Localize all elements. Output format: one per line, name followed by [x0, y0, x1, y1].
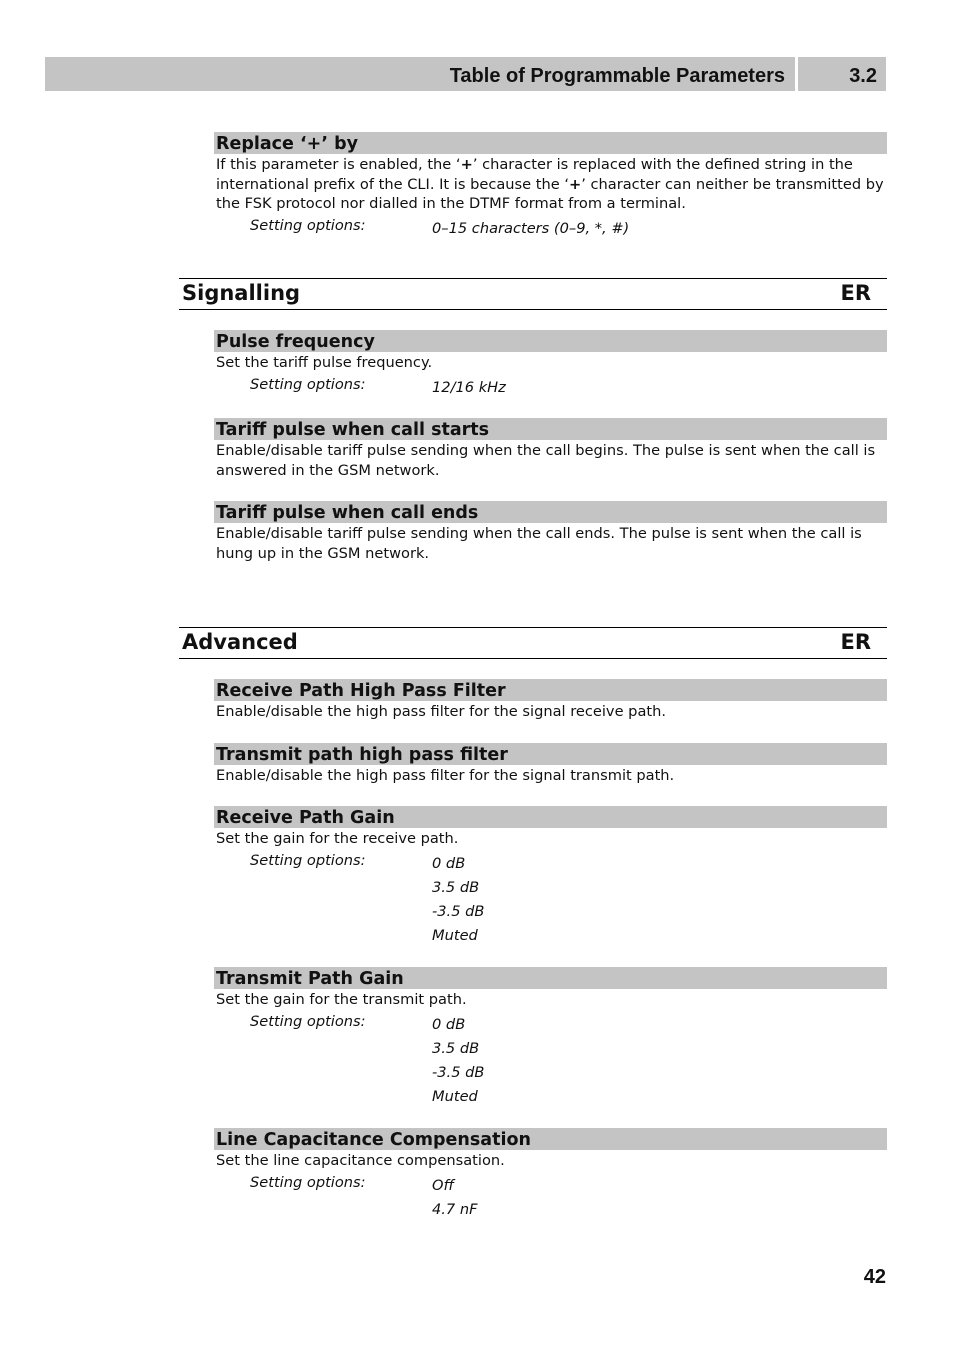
- setting-options-label: Setting options:: [250, 216, 366, 234]
- setting-option-value: 0 dB: [432, 854, 466, 872]
- page-header: [45, 57, 886, 91]
- setting-options: [214, 217, 887, 241]
- param-transmit-gain: [214, 967, 887, 1109]
- setting-options-label: Setting options:: [250, 1012, 366, 1030]
- setting-option-value: Off: [432, 1176, 455, 1194]
- param-replace-plus: [214, 132, 887, 241]
- setting-option-value: -3.5 dB: [432, 902, 485, 920]
- param-title: Receive Path High Pass Filter: [214, 679, 887, 701]
- param-receive-hpf: [214, 679, 887, 722]
- setting-options: [214, 1013, 887, 1110]
- header-section-number: 3.2: [849, 65, 877, 87]
- param-description: Enable/disable tariff pulse sending when the call begins. The pulse is sent when the call is answered in the GSM network.: [216, 442, 876, 479]
- param-tariff-pulse-start: [214, 418, 887, 480]
- setting-options-label: Setting options:: [250, 851, 366, 869]
- param-description: Enable/disable tariff pulse sending when the call ends. The pulse is sent when the call is hung up in the GSM network.: [216, 525, 862, 562]
- param-line-capacitance: [214, 1128, 887, 1222]
- setting-option-value: Muted: [432, 927, 478, 945]
- setting-option-value: 3.5 dB: [432, 1039, 480, 1057]
- section-tag: ER: [840, 281, 871, 305]
- section-tag: ER: [840, 630, 871, 654]
- param-receive-gain: [214, 806, 887, 948]
- param-title: Transmit Path Gain: [214, 967, 887, 989]
- setting-options: [214, 852, 887, 949]
- param-description: Enable/disable the high pass filter for the signal receive path.: [216, 703, 666, 720]
- param-title: Pulse frequency: [214, 330, 887, 352]
- param-title: Receive Path Gain: [214, 806, 887, 828]
- setting-options-label: Setting options:: [250, 375, 366, 393]
- setting-option-value: -3.5 dB: [432, 1063, 485, 1081]
- setting-option-value: 12/16 kHz: [432, 378, 506, 396]
- param-title: Tariff pulse when call ends: [214, 501, 887, 523]
- param-description: Set the tariff pulse frequency.: [216, 354, 433, 371]
- section-signalling: [179, 278, 887, 310]
- section-advanced: [179, 627, 887, 659]
- param-title: Tariff pulse when call starts: [214, 418, 887, 440]
- param-description: Set the gain for the transmit path.: [216, 991, 467, 1008]
- param-transmit-hpf: [214, 743, 887, 786]
- param-description: If this parameter is enabled, the ‘+’ character is replaced with the defined string in the international prefix of the CLI. It is because the ‘+’ character can neither be transmitted by the FSK protocol nor dialled in the DTMF format from a terminal.: [216, 156, 884, 212]
- param-description: Set the gain for the receive path.: [216, 830, 459, 847]
- section-title: Advanced: [182, 630, 298, 654]
- header-separator: [795, 57, 798, 91]
- section-title: Signalling: [182, 281, 301, 305]
- setting-option-value: 4.7 nF: [432, 1200, 478, 1218]
- param-description: Set the line capacitance compensation.: [216, 1152, 505, 1169]
- setting-options-label: Setting options:: [250, 1173, 366, 1191]
- param-title: Line Capacitance Compensation: [214, 1128, 887, 1150]
- param-tariff-pulse-end: [214, 501, 887, 563]
- header-title: Table of Programmable Parameters: [449, 65, 785, 87]
- setting-options: [214, 376, 887, 400]
- param-title: Transmit path high pass filter: [214, 743, 887, 765]
- setting-option-value: 0 dB: [432, 1015, 466, 1033]
- param-description: Enable/disable the high pass filter for the signal transmit path.: [216, 767, 675, 784]
- setting-option-value: Muted: [432, 1088, 478, 1106]
- setting-option-value: 3.5 dB: [432, 878, 480, 896]
- param-pulse-frequency: [214, 330, 887, 400]
- setting-options: [214, 1174, 887, 1222]
- setting-option-value: 0–15 characters (0–9, *, #): [432, 219, 630, 237]
- page-number: 42: [863, 1266, 886, 1288]
- param-title: Replace ‘+’ by: [214, 132, 887, 154]
